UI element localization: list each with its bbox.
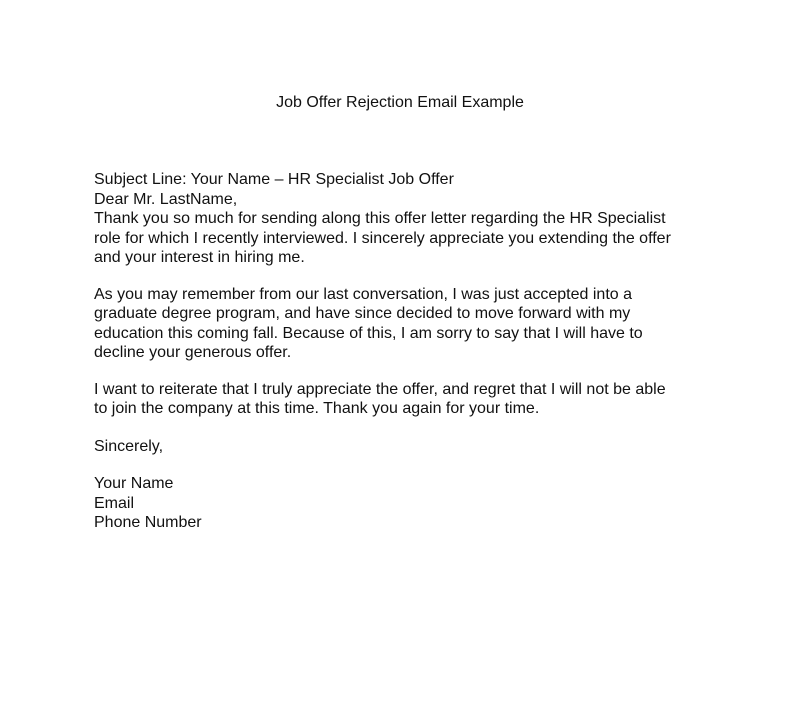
- letter-body: [94, 170, 734, 533]
- paragraph-1: [94, 209, 734, 268]
- paragraph-line: to join the company at this time. Thank you again for your time.: [94, 400, 540, 417]
- signature-email: Email: [94, 494, 135, 512]
- greeting: Dear Mr. LastName,: [94, 190, 238, 208]
- paragraph-line: Thank you so much for sending along this offer letter regarding the HR Specialist: [94, 210, 666, 227]
- paragraph-3: [94, 380, 734, 419]
- signature-name: Your Name: [94, 475, 174, 492]
- paragraph-line: education this coming fall. Because of this, I am sorry to say that I will have to: [94, 324, 643, 342]
- subject-line: [94, 170, 734, 190]
- signature-block: [94, 474, 734, 533]
- paragraph-line: decline your generous offer.: [94, 344, 292, 361]
- document-title: Job Offer Rejection Email Example: [276, 94, 524, 111]
- paragraph-2: [94, 285, 734, 363]
- subject-value: Your Name – HR Specialist Job Offer: [190, 171, 454, 188]
- paragraph-line: and your interest in hiring me.: [94, 249, 305, 266]
- paragraph-line: role for which I recently interviewed. I sincerely appreciate you extending the offer: [94, 229, 671, 247]
- paragraph-line: graduate degree program, and have since decided to move forward with my: [94, 305, 631, 322]
- signature-phone: Phone Number: [94, 514, 202, 531]
- paragraph-line: I want to reiterate that I truly appreciate the offer, and regret that I will not be able: [94, 380, 666, 398]
- closing: Sincerely,: [94, 437, 164, 455]
- subject-label: Subject Line:: [94, 171, 187, 188]
- paragraph-line: As you may remember from our last conversation, I was just accepted into a: [94, 285, 633, 303]
